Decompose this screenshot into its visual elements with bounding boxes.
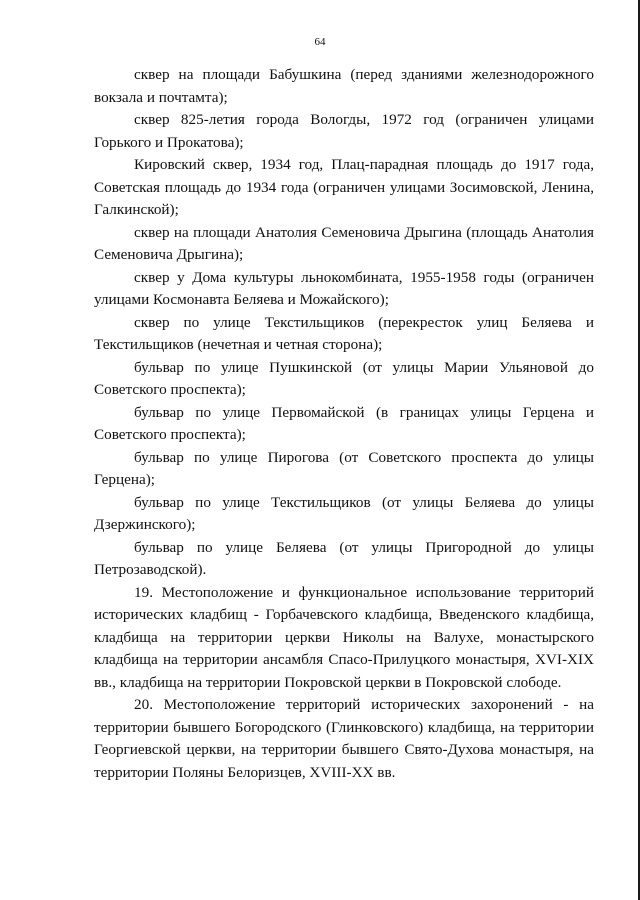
paragraph: 20. Местоположение территорий исторических захоронений - на территории бывшего Богородского (Глинковского) кладбища, на территории Георгиевской церкви, на территории бывшего Свято-Духова монастыря, на территории Поляны Белоризцев, XVIII-XX вв. (94, 696, 594, 781)
paragraph: сквер на площади Бабушкина (перед зданиями железнодорожного вокзала и почтамта); (94, 66, 594, 106)
paragraph: бульвар по улице Первомайской (в границах улицы Герцена и Советского проспекта); (94, 403, 594, 443)
paragraph: бульвар по улице Беляева (от улицы Пригородной до улицы Петрозаводской). (94, 538, 594, 578)
paragraph: бульвар по улице Текстильщиков (от улицы Беляева до улицы Дзержинского); (94, 493, 594, 533)
paragraph: сквер на площади Анатолия Семеновича Дрыгина (площадь Анатолия Семеновича Дрыгина); (94, 223, 594, 263)
page-number: 64 (314, 36, 326, 48)
paragraph: 19. Местоположение и функциональное использование территорий исторических кладбищ - Горбачевского кладбища, Введенского кладбища, кладбища на территории церкви Николы на Валухе, монастырского кладбища на территории ансамбля Спасо-Прилуцкого монастыря, XVI-XIX вв., кладбища на территории Покровской церкви в Покровской слободе. (94, 583, 594, 691)
paragraph: бульвар по улице Пушкинской (от улицы Марии Ульяновой до Советского проспекта); (94, 358, 594, 398)
paragraph: сквер 825-летия города Вологды, 1972 год (ограничен улицами Горького и Прокатова); (94, 111, 594, 151)
paragraph: сквер у Дома культуры льнокомбината, 1955-1958 годы (ограничен улицами Космонавта Беляева и Можайского); (94, 268, 594, 308)
document-body (94, 64, 594, 784)
paragraph: бульвар по улице Пирогова (от Советского проспекта до улицы Герцена); (94, 448, 594, 488)
paragraph: Кировский сквер, 1934 год, Плац-парадная площадь до 1917 года, Советская площадь до 1934 года (ограничен улицами Зосимовской, Ленина, Галкинской); (94, 156, 594, 218)
paragraph: сквер по улице Текстильщиков (перекресток улиц Беляева и Текстильщиков (нечетная и четная сторона); (94, 313, 594, 353)
